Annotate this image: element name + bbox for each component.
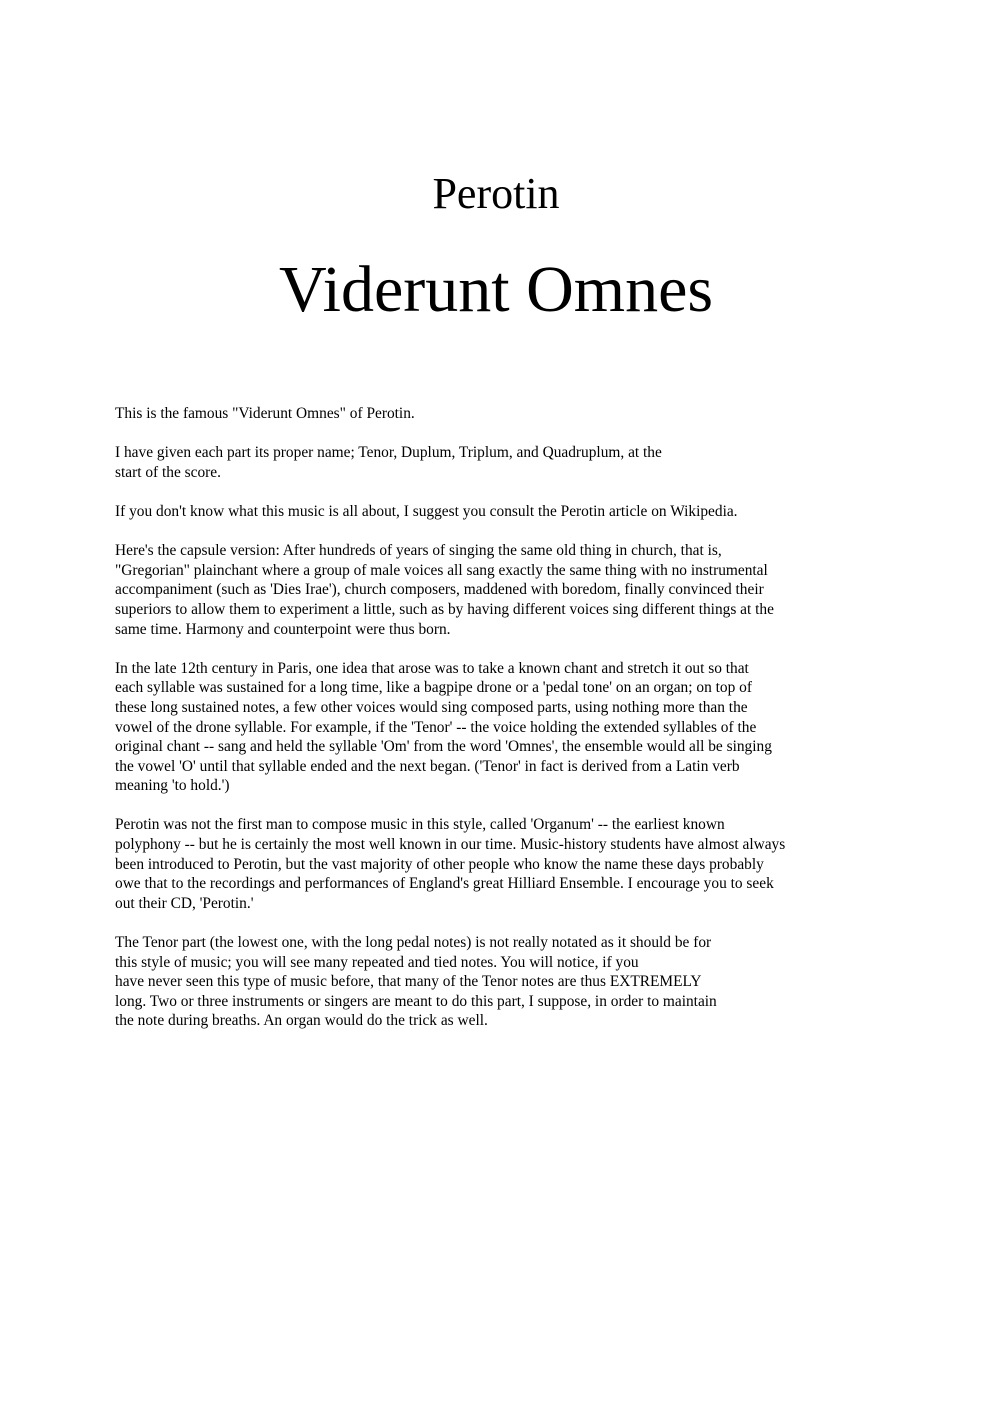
paragraph (115, 815, 865, 913)
text-line: vowel of the drone syllable. For example, if the 'Tenor' -- the voice holding the extended syllables of the (115, 718, 757, 736)
text-line: each syllable was sustained for a long time, like a bagpipe drone or a 'pedal tone' on an organ; on top of (115, 679, 752, 697)
text-line: superiors to allow them to experiment a little, such as by having different voices sing different things at the (115, 600, 774, 618)
text-line: start of the score. (115, 463, 221, 481)
text-line: original chant -- sang and held the syllable 'Om' from the word 'Omnes', the ensemble would all be singing (115, 738, 772, 756)
text-line: out their CD, 'Perotin.' (115, 894, 254, 912)
text-line: this style of music; you will see many repeated and tied notes. You will notice, if you (115, 953, 639, 971)
text-line: these long sustained notes, a few other voices would sing composed parts, using nothing more than the (115, 698, 748, 716)
text-line: same time. Harmony and counterpoint were thus born. (115, 620, 451, 638)
text-line: long. Two or three instruments or singers are meant to do this part, I suppose, in order to maintain (115, 992, 717, 1010)
text-line: Here's the capsule version: After hundreds of years of singing the same old thing in church, that is, (115, 542, 722, 560)
paragraph (115, 502, 865, 522)
text-line: This is the famous "Viderunt Omnes" of Perotin. (115, 405, 415, 422)
text-line: meaning 'to hold.') (115, 777, 230, 795)
text-line: "Gregorian" plainchant where a group of male voices all sang exactly the same thing with no instrumental (115, 561, 768, 579)
paragraph (115, 659, 865, 796)
composer-name: Perotin (432, 169, 560, 218)
paragraph (115, 443, 865, 482)
paragraph (115, 404, 865, 424)
text-line: the note during breaths. An organ would do the trick as well. (115, 1012, 488, 1030)
text-line: the vowel 'O' until that syllable ended and the next began. ('Tenor' in fact is derived from a Latin verb (115, 757, 740, 775)
paragraph (115, 933, 865, 1031)
text-line: accompaniment (such as 'Dies Irae'), church composers, maddened with boredom, finally convinced their (115, 581, 764, 599)
text-line: The Tenor part (the lowest one, with the long pedal notes) is not really notated as it should be for (115, 934, 712, 952)
text-line: Perotin was not the first man to compose music in this style, called 'Organum' -- the earliest known (115, 816, 725, 834)
text-line: In the late 12th century in Paris, one idea that arose was to take a known chant and stretch it out so that (115, 659, 749, 677)
text-line: been introduced to Perotin, but the vast majority of other people who know the name these days probably (115, 855, 764, 873)
text-line: polyphony -- but he is certainly the most well known in our time. Music-history students have almost always (115, 836, 786, 854)
body-text (115, 404, 865, 1051)
piece-title: Viderunt Omnes (278, 253, 714, 326)
paragraph (115, 541, 865, 639)
text-line: I have given each part its proper name; Tenor, Duplum, Triplum, and Quadruplum, at the (115, 444, 662, 462)
text-line: If you don't know what this music is all about, I suggest you consult the Perotin article on Wikipedia. (115, 502, 738, 520)
text-line: have never seen this type of music before, that many of the Tenor notes are thus EXTREMELY (115, 973, 702, 991)
text-line: owe that to the recordings and performances of England's great Hilliard Ensemble. I encourage you to seek (115, 875, 774, 893)
